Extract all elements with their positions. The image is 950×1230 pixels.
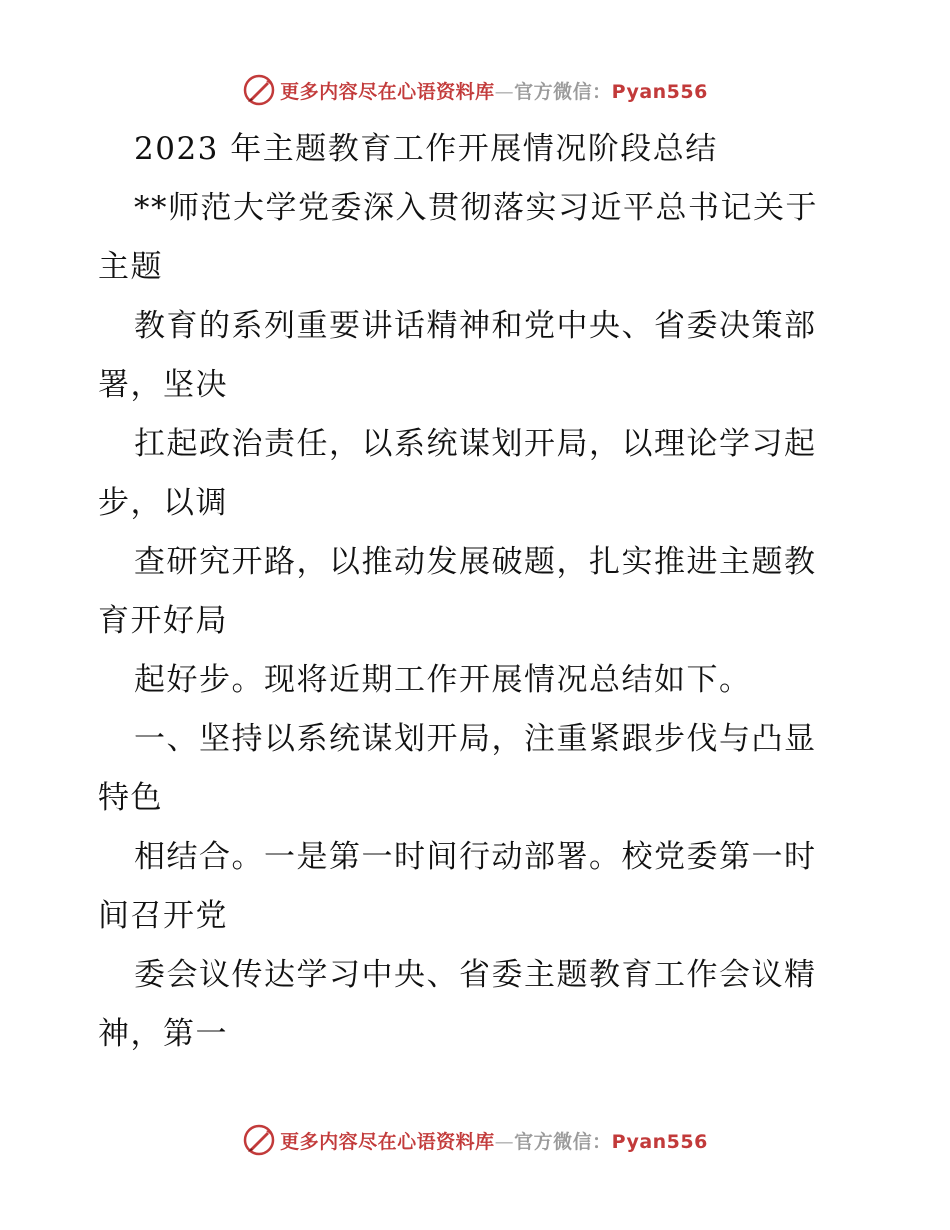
paragraph-line: 扛起政治责任，以系统谋划开局，以理论学习起	[134, 426, 817, 462]
paragraph-line: 间召开党	[98, 898, 228, 934]
watermark-banner-top	[0, 70, 950, 110]
document-body	[98, 120, 858, 1064]
paragraph-line: **师范大学党委深入贯彻落实习近平总书记关于	[134, 190, 818, 226]
paragraph-line: 相结合。一是第一时间行动部署。校党委第一时	[134, 839, 817, 875]
paragraph-line: 教育的系列重要讲话精神和党中央、省委决策部	[134, 308, 817, 344]
quill-logo-icon	[242, 73, 276, 107]
watermark-text	[280, 1127, 708, 1154]
document-title: 2023 年主题教育工作开展情况阶段总结	[134, 131, 718, 167]
paragraph-line: 神，第一	[98, 1016, 228, 1052]
watermark-banner-bottom	[0, 1120, 950, 1160]
watermark-dash: —	[494, 80, 515, 103]
watermark-official-text: 官方微信：	[514, 80, 612, 103]
watermark-wechat-id: Pyan556	[611, 80, 708, 103]
watermark-main-text: 更多内容尽在心语资料库	[280, 1130, 495, 1153]
watermark-main-text: 更多内容尽在心语资料库	[280, 80, 495, 103]
paragraph-line: 主题	[98, 249, 163, 285]
paragraph-line: 步，以调	[98, 485, 228, 521]
watermark-text	[280, 77, 708, 104]
paragraph-line: 署，坚决	[98, 367, 228, 403]
paragraph-line: 特色	[98, 780, 163, 816]
watermark-wechat-id: Pyan556	[611, 1130, 708, 1153]
paragraph-line: 一、坚持以系统谋划开局，注重紧跟步伐与凸显	[134, 721, 817, 757]
watermark-official-text: 官方微信：	[514, 1130, 612, 1153]
watermark-dash: —	[494, 1130, 515, 1153]
quill-logo-icon	[242, 1123, 276, 1157]
paragraph-line: 育开好局	[98, 603, 228, 639]
paragraph-line: 起好步。现将近期工作开展情况总结如下。	[134, 662, 752, 698]
paragraph-line: 查研究开路，以推动发展破题，扎实推进主题教	[134, 544, 817, 580]
paragraph-line: 委会议传达学习中央、省委主题教育工作会议精	[134, 957, 817, 993]
